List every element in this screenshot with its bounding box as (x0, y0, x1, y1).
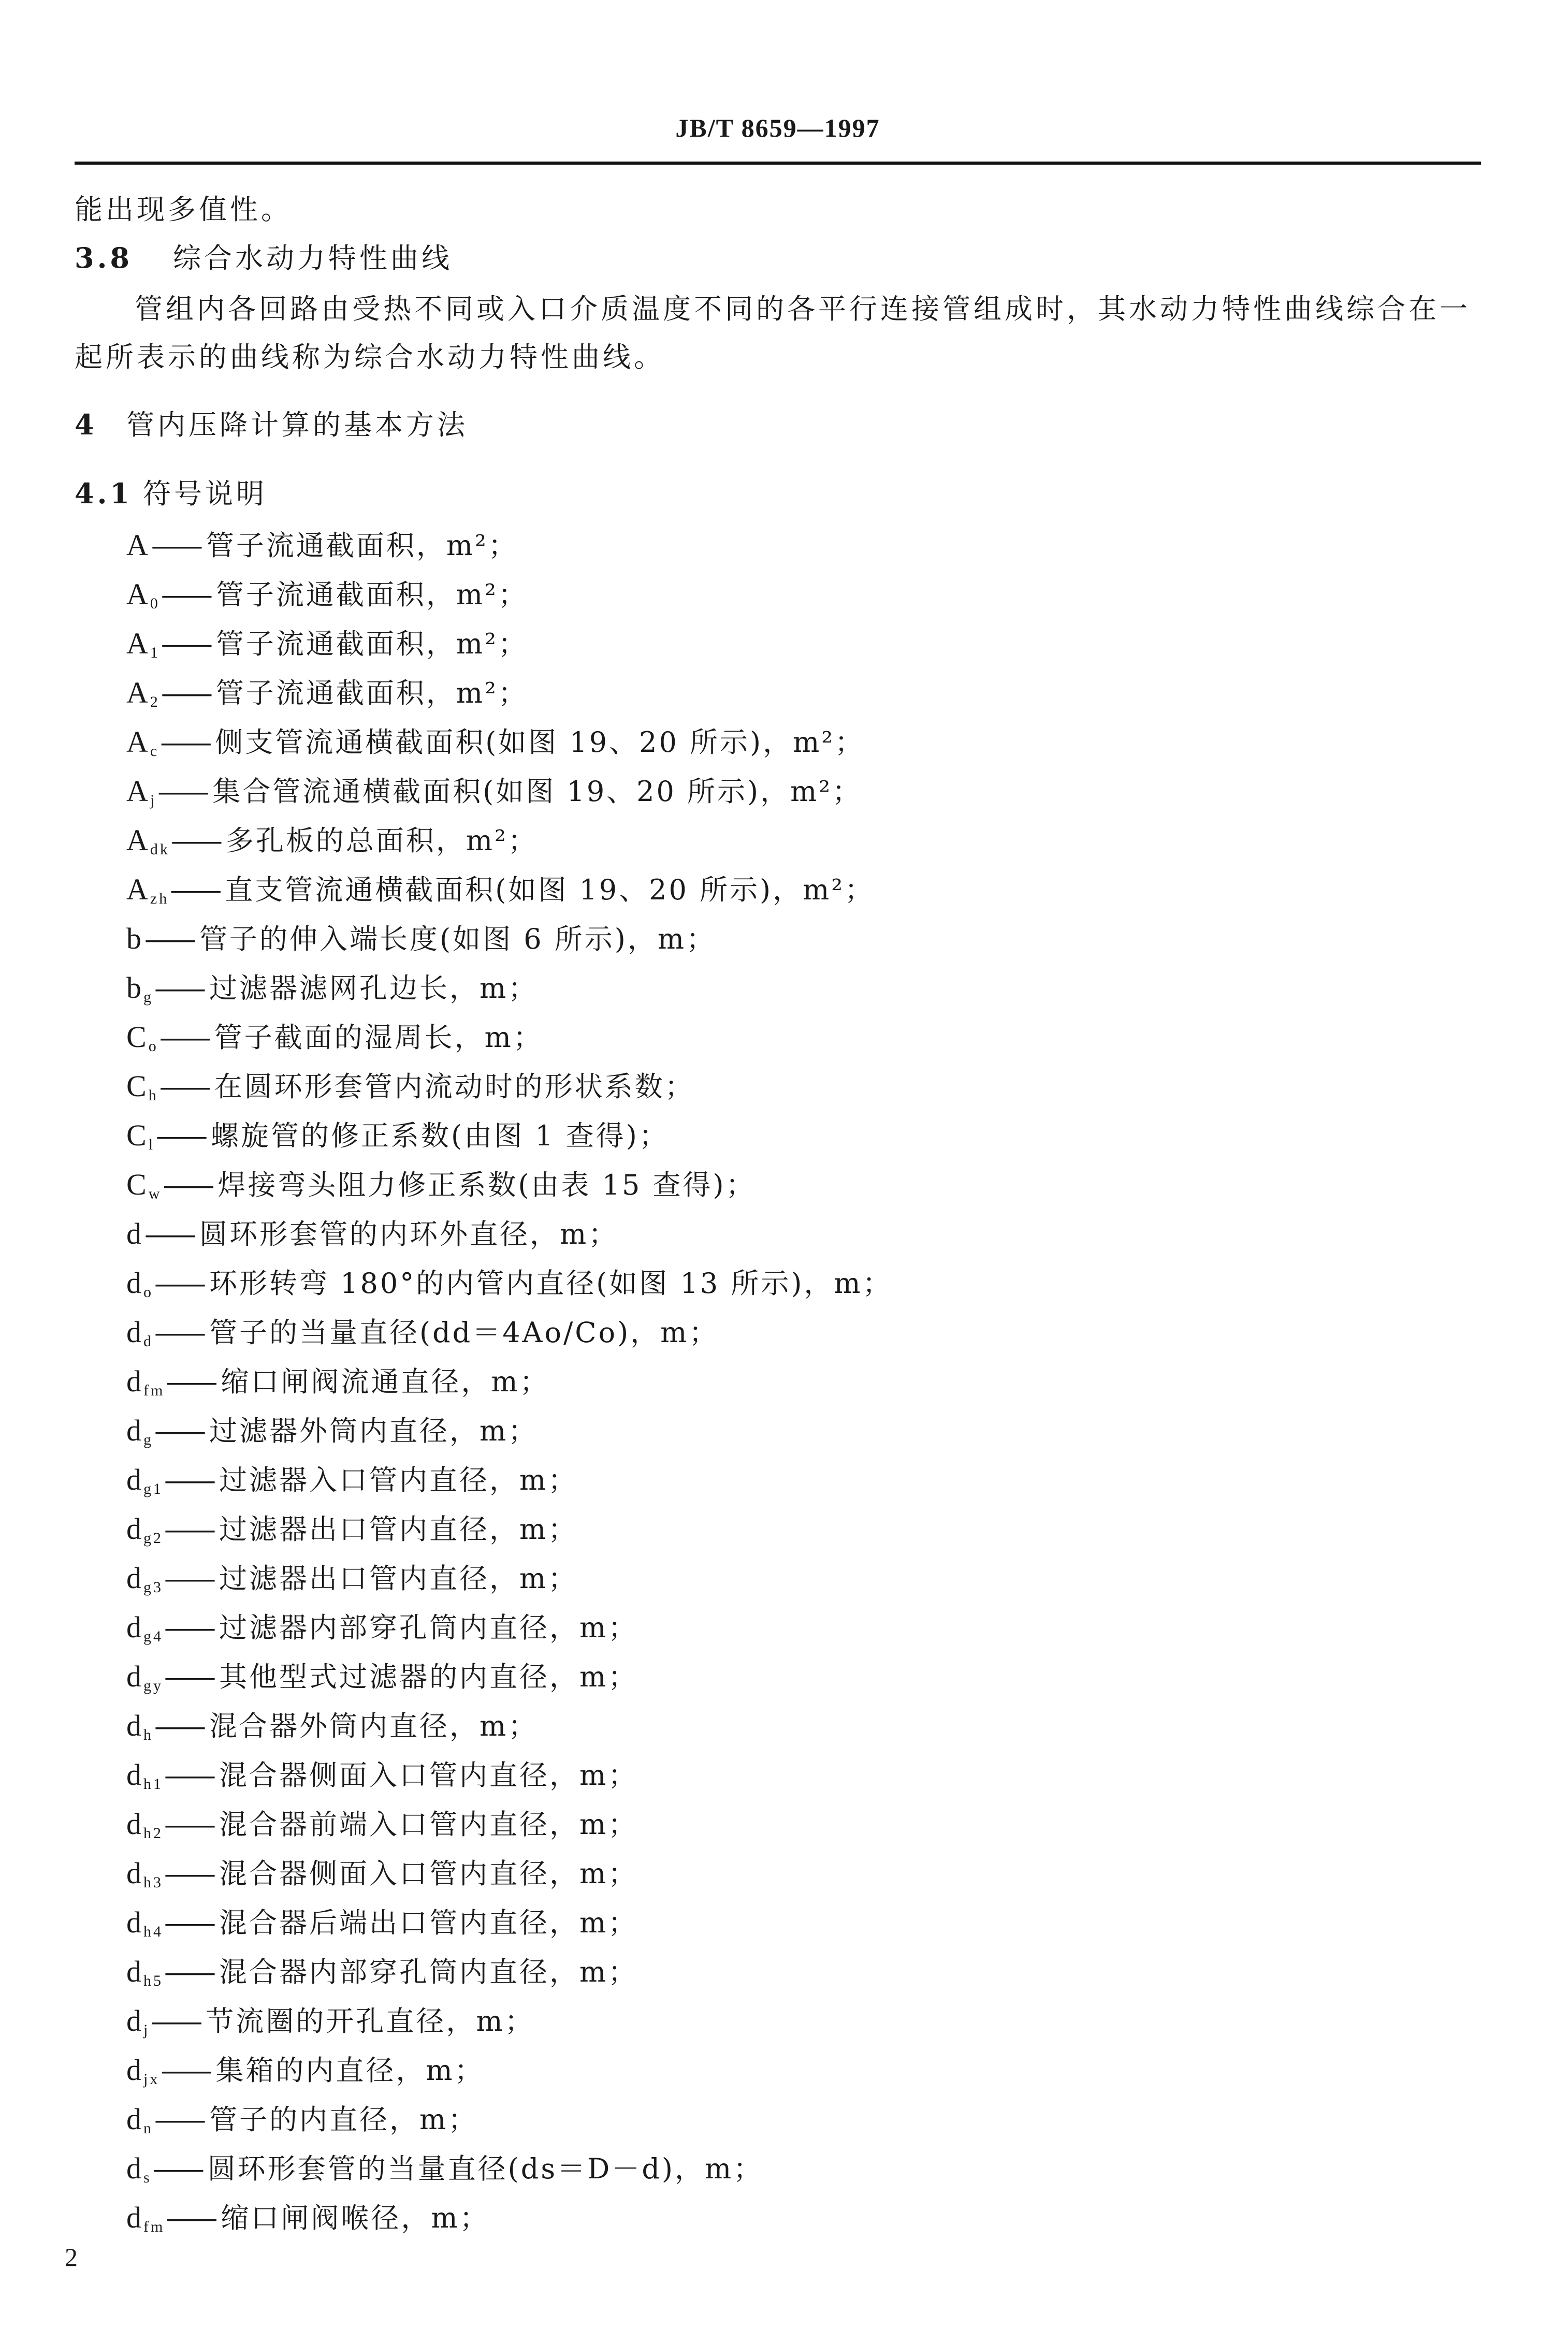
symbol-entry (126, 1849, 893, 1898)
em-dash: —— (159, 1021, 207, 1054)
symbol-subscript: h2 (143, 1825, 163, 1842)
em-dash: —— (164, 1562, 212, 1595)
symbol-base: d (126, 1807, 143, 1841)
symbol-base: A (126, 823, 150, 857)
symbol-base: C (126, 1020, 149, 1054)
em-dash: —— (161, 578, 209, 611)
symbol-entry (126, 2045, 893, 2094)
em-dash: —— (154, 1710, 202, 1742)
em-dash: —— (164, 1759, 212, 1792)
em-dash: —— (164, 1808, 212, 1841)
symbol-subscript: 0 (150, 595, 160, 612)
symbol-entry (126, 1701, 893, 1750)
symbol-description: 过滤器入口管内直径，m； (219, 1464, 578, 1496)
symbol-entry (126, 1061, 893, 1111)
continued-line: 能出现多值性。 (75, 193, 292, 226)
symbol-base: d (126, 1414, 143, 1447)
symbol-base: A (126, 774, 150, 808)
symbol-base: d (126, 1266, 143, 1300)
symbol-description: 集箱的内直径，m； (215, 2054, 485, 2087)
symbol-entry (126, 2193, 893, 2242)
symbol-entry (126, 1799, 893, 1849)
paragraph-line: 管组内各回路由受热不同或入口介质温度不同的各平行连接管组成时，其水动力特性曲线综合在一 (135, 293, 1471, 325)
symbol-subscript: w (148, 1185, 162, 1202)
symbol-description: 焊接弯头阻力修正系数(由表 15 查得)； (217, 1169, 756, 1201)
em-dash: —— (156, 1119, 204, 1152)
em-dash: —— (164, 1661, 212, 1693)
em-dash: —— (152, 2152, 200, 2185)
symbol-subscript: 1 (150, 644, 160, 661)
symbol-subscript: o (148, 1038, 158, 1055)
symbol-base: A (126, 676, 150, 709)
em-dash: —— (170, 824, 219, 857)
symbol-base: A (126, 627, 150, 660)
symbol-entry (126, 1898, 893, 1947)
symbol-subscript: h (143, 1726, 153, 1743)
symbol-description: 混合器侧面入口管内直径，m； (219, 1759, 638, 1792)
section-title: 管内压降计算的基本方法 (126, 409, 468, 441)
symbol-subscript: jx (143, 2071, 160, 2088)
symbol-entry (126, 963, 893, 1012)
symbol-subscript: g1 (143, 1480, 163, 1497)
symbol-description: 管子流通截面积，m²； (215, 677, 528, 709)
symbol-subscript: g (143, 1431, 153, 1448)
symbol-subscript: zh (150, 890, 169, 907)
symbol-subscript: fm (143, 2218, 165, 2235)
em-dash: —— (161, 677, 209, 709)
symbol-entry (126, 520, 893, 570)
symbol-description: 圆环形套管的当量直径(ds＝D－d)，m； (207, 2152, 764, 2185)
em-dash: —— (144, 923, 192, 955)
symbol-description: 管子流通截面积，m²； (215, 578, 528, 611)
symbol-base: d (126, 1512, 143, 1546)
em-dash: —— (164, 1464, 212, 1496)
symbol-entry (126, 1012, 893, 1061)
symbol-subscript: l (148, 1136, 155, 1153)
symbol-base: A (126, 528, 150, 562)
em-dash: —— (164, 1907, 212, 1939)
section-number: 3.8 (75, 241, 133, 274)
em-dash: —— (164, 1956, 212, 1988)
symbol-subscript: gy (143, 1677, 163, 1694)
symbol-base: d (126, 1955, 143, 1988)
symbol-base: d (126, 2004, 143, 2038)
symbol-base: d (126, 1217, 143, 1250)
symbol-entry (126, 1947, 893, 1996)
section-number: 4 (75, 408, 97, 441)
symbol-description: 集合管流通横截面积(如图 19、20 所示)，m²； (212, 775, 862, 808)
symbol-base: A (126, 577, 150, 611)
symbol-subscript: h3 (143, 1874, 163, 1891)
em-dash: —— (164, 1611, 212, 1644)
symbol-subscript: j (143, 2021, 150, 2039)
symbol-entry (126, 1258, 893, 1307)
symbol-subscript: o (143, 1284, 153, 1301)
symbol-entry (126, 1750, 893, 1799)
symbol-subscript: d (143, 1333, 153, 1350)
symbol-subscript: j (150, 792, 157, 809)
em-dash: —— (154, 1316, 202, 1349)
symbol-base: d (126, 1758, 143, 1792)
symbol-description: 过滤器出口管内直径，m； (219, 1513, 578, 1546)
symbol-description: 混合器后端出口管内直径，m； (219, 1907, 638, 1939)
symbol-description: 在圆环形套管内流动时的形状系数； (214, 1070, 695, 1103)
symbol-base: d (126, 1463, 143, 1496)
symbol-description: 过滤器滤网孔边长，m； (209, 972, 539, 1005)
symbol-base: d (126, 1610, 143, 1644)
symbol-entry (126, 1111, 893, 1160)
symbol-base: d (126, 1364, 143, 1398)
symbol-base: d (126, 2201, 143, 2234)
symbol-description: 混合器外筒内直径，m； (209, 1710, 539, 1742)
symbol-base: d (126, 2053, 143, 2087)
symbol-description: 节流圈的开孔直径，m； (206, 2005, 535, 2038)
symbol-entry (126, 1603, 893, 1652)
symbol-description: 管子截面的湿周长，m； (214, 1021, 543, 1054)
section-title: 综合水动力特性曲线 (173, 242, 453, 274)
symbol-base: C (126, 1118, 149, 1152)
symbol-entry (126, 2144, 893, 2193)
symbol-base: d (126, 2151, 143, 2185)
symbol-entry (126, 1209, 893, 1258)
em-dash: —— (166, 1365, 214, 1398)
symbol-subscript: g2 (143, 1530, 163, 1547)
symbol-description: 混合器侧面入口管内直径，m； (219, 1857, 638, 1890)
symbol-entry (126, 1160, 893, 1209)
em-dash: —— (166, 2202, 214, 2234)
symbol-subscript: c (150, 743, 159, 760)
symbol-description: 过滤器外筒内直径，m； (209, 1415, 539, 1447)
symbol-base: b (126, 971, 143, 1005)
symbol-description: 直支管流通横截面积(如图 19、20 所示)，m²； (225, 874, 875, 906)
symbol-description: 螺旋管的修正系数(由图 1 查得)； (211, 1119, 669, 1152)
em-dash: —— (170, 874, 218, 906)
symbol-description: 过滤器出口管内直径，m； (219, 1562, 578, 1595)
symbol-entry (126, 865, 893, 914)
symbol-base: d (126, 2102, 143, 2136)
symbol-subscript: g3 (143, 1579, 163, 1596)
symbol-entry (126, 619, 893, 668)
symbol-description: 圆环形套管的内环外直径，m； (199, 1218, 619, 1250)
em-dash: —— (163, 1169, 211, 1201)
symbol-description: 缩口闸阀流通直径，m； (221, 1365, 550, 1398)
section-title: 符号说明 (143, 477, 267, 510)
symbol-base: d (126, 1315, 143, 1349)
symbol-base: d (126, 1561, 143, 1595)
section-3-8-heading (75, 240, 453, 276)
symbol-base: A (126, 725, 150, 759)
symbol-subscript: g4 (143, 1628, 163, 1645)
symbol-description: 管子的伸入端长度(如图 6 所示)，m； (199, 923, 717, 955)
symbol-description: 缩口闸阀喉径，m； (221, 2202, 490, 2234)
symbol-entry (126, 1553, 893, 1603)
symbol-entry (126, 668, 893, 717)
section-4-heading (75, 406, 468, 443)
symbol-description: 管子流通截面积，m²； (206, 529, 518, 562)
symbol-entry (126, 1357, 893, 1406)
paragraph-line: 起所表示的曲线称为综合水动力特性曲线。 (75, 341, 665, 373)
em-dash: —— (151, 2005, 199, 2038)
symbol-subscript: h1 (143, 1776, 163, 1793)
symbol-list (126, 520, 893, 2242)
em-dash: —— (164, 1857, 212, 1890)
em-dash: —— (164, 1513, 212, 1546)
symbol-description: 混合器内部穿孔筒内直径，m； (219, 1956, 638, 1988)
symbol-subscript: dk (150, 841, 170, 858)
symbol-description: 环形转弯 180°的内管内直径(如图 13 所示)，m； (209, 1267, 893, 1300)
symbol-base: C (126, 1069, 149, 1103)
em-dash: —— (161, 2054, 209, 2087)
symbol-base: b (126, 922, 143, 955)
symbol-description: 管子的当量直径(dd＝4Ao/Co)，m； (209, 1316, 719, 1349)
symbol-subscript: h5 (143, 1972, 163, 1989)
symbol-description: 混合器前端入口管内直径，m； (219, 1808, 638, 1841)
symbol-entry (126, 1504, 893, 1553)
symbol-description: 侧支管流通横截面积(如图 19、20 所示)，m²； (215, 726, 865, 759)
symbol-subscript: h4 (143, 1923, 163, 1940)
symbol-entry (126, 766, 893, 816)
section-number: 4.1 (75, 477, 133, 510)
em-dash: —— (161, 628, 209, 660)
em-dash: —— (154, 2103, 202, 2136)
symbol-description: 管子流通截面积，m²； (215, 628, 528, 660)
document-header: JB/T 8659—1997 (675, 113, 880, 142)
em-dash: —— (159, 1070, 207, 1103)
symbol-entry (126, 2094, 893, 2144)
symbol-entry (126, 1652, 893, 1701)
em-dash: —— (154, 1415, 202, 1447)
symbol-subscript: n (143, 2120, 153, 2137)
em-dash: —— (154, 972, 202, 1005)
symbol-base: A (126, 872, 150, 906)
symbol-description: 过滤器内部穿孔筒内直径，m； (219, 1611, 638, 1644)
em-dash: —— (144, 1218, 192, 1250)
symbol-subscript: fm (143, 1382, 165, 1399)
symbol-entry (126, 1996, 893, 2045)
symbol-entry (126, 816, 893, 865)
symbol-entry (126, 717, 893, 766)
symbol-entry (126, 1406, 893, 1455)
em-dash: —— (157, 775, 206, 808)
symbol-base: d (126, 1856, 143, 1890)
symbol-base: d (126, 1905, 143, 1939)
symbol-subscript: s (143, 2169, 152, 2186)
symbol-entry (126, 1455, 893, 1504)
symbol-name (126, 2193, 165, 2251)
symbol-base: d (126, 1709, 143, 1742)
symbol-entry (126, 914, 893, 963)
symbol-subscript: 2 (150, 693, 160, 710)
symbol-subscript: h (148, 1087, 158, 1104)
symbol-description: 管子的内直径，m； (209, 2103, 478, 2136)
em-dash: —— (160, 726, 208, 759)
symbol-description: 其他型式过滤器的内直径，m； (219, 1661, 638, 1693)
em-dash: —— (151, 529, 199, 562)
page-number: 2 (65, 2243, 78, 2272)
symbol-description: 多孔板的总面积，m²； (225, 824, 538, 857)
header-rule (75, 162, 1481, 165)
symbol-subscript: g (143, 988, 153, 1006)
em-dash: —— (154, 1267, 202, 1300)
symbol-base: C (126, 1168, 149, 1201)
symbol-entry (126, 1307, 893, 1357)
symbol-entry (126, 570, 893, 619)
section-4-1-heading (75, 475, 267, 512)
symbol-base: d (126, 1660, 143, 1693)
